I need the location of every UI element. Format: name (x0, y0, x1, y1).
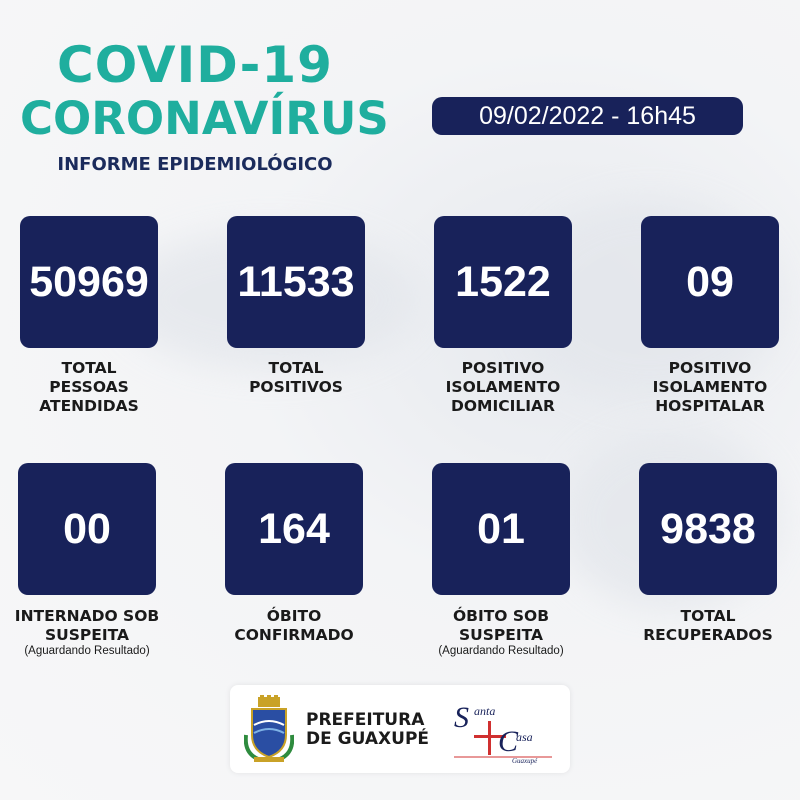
subtitle: INFORME EPIDEMIOLÓGICO (57, 154, 333, 175)
stat-card-total-atendidas: 50969 (20, 216, 158, 348)
stat-label-total-positivos: TOTAL POSITIVOS (249, 359, 343, 396)
svg-text:asa: asa (516, 730, 533, 744)
stat-card-isolamento-hospitalar: 09 (641, 216, 779, 348)
title-coronavirus: CORONAVÍRUS (20, 92, 389, 145)
coat-of-arms-icon (244, 695, 294, 763)
stat-label-obito-suspeita: ÓBITO SOB SUSPEITA (Aguardando Resultado) (438, 607, 564, 657)
svg-text:C: C (498, 725, 519, 758)
stat-label-isolamento-domiciliar: POSITIVO ISOLAMENTO DOMICILIAR (445, 359, 561, 415)
stat-label-internado-suspeita: INTERNADO SOB SUSPEITA (Aguardando Resultado) (14, 607, 160, 657)
title-covid: COVID-19 (57, 36, 333, 94)
stat-label-obito-confirmado: ÓBITO CONFIRMADO (234, 607, 354, 644)
prefeitura-name: PREFEITURA DE GUAXUPÉ (306, 710, 430, 749)
stat-card-isolamento-domiciliar: 1522 (434, 216, 572, 348)
stat-card-internado-suspeita: 00 (18, 463, 156, 595)
santa-casa-city: Guaxupé (512, 757, 538, 765)
stat-label-total-atendidas: TOTAL PESSOAS ATENDIDAS (39, 359, 139, 415)
stat-card-total-recuperados: 9838 (639, 463, 777, 595)
svg-text:S: S (454, 701, 469, 734)
stat-card-obito-confirmado: 164 (225, 463, 363, 595)
santa-casa-logo (448, 693, 560, 765)
stat-label-isolamento-hospitalar: POSITIVO ISOLAMENTO HOSPITALAR (652, 359, 768, 415)
date-time-badge: 09/02/2022 - 16h45 (432, 97, 743, 135)
stat-label-total-recuperados: TOTAL RECUPERADOS (643, 607, 773, 644)
svg-text:anta: anta (474, 704, 496, 718)
stat-card-obito-suspeita: 01 (432, 463, 570, 595)
stat-card-total-positivos: 11533 (227, 216, 365, 348)
footer-logos (230, 685, 570, 773)
